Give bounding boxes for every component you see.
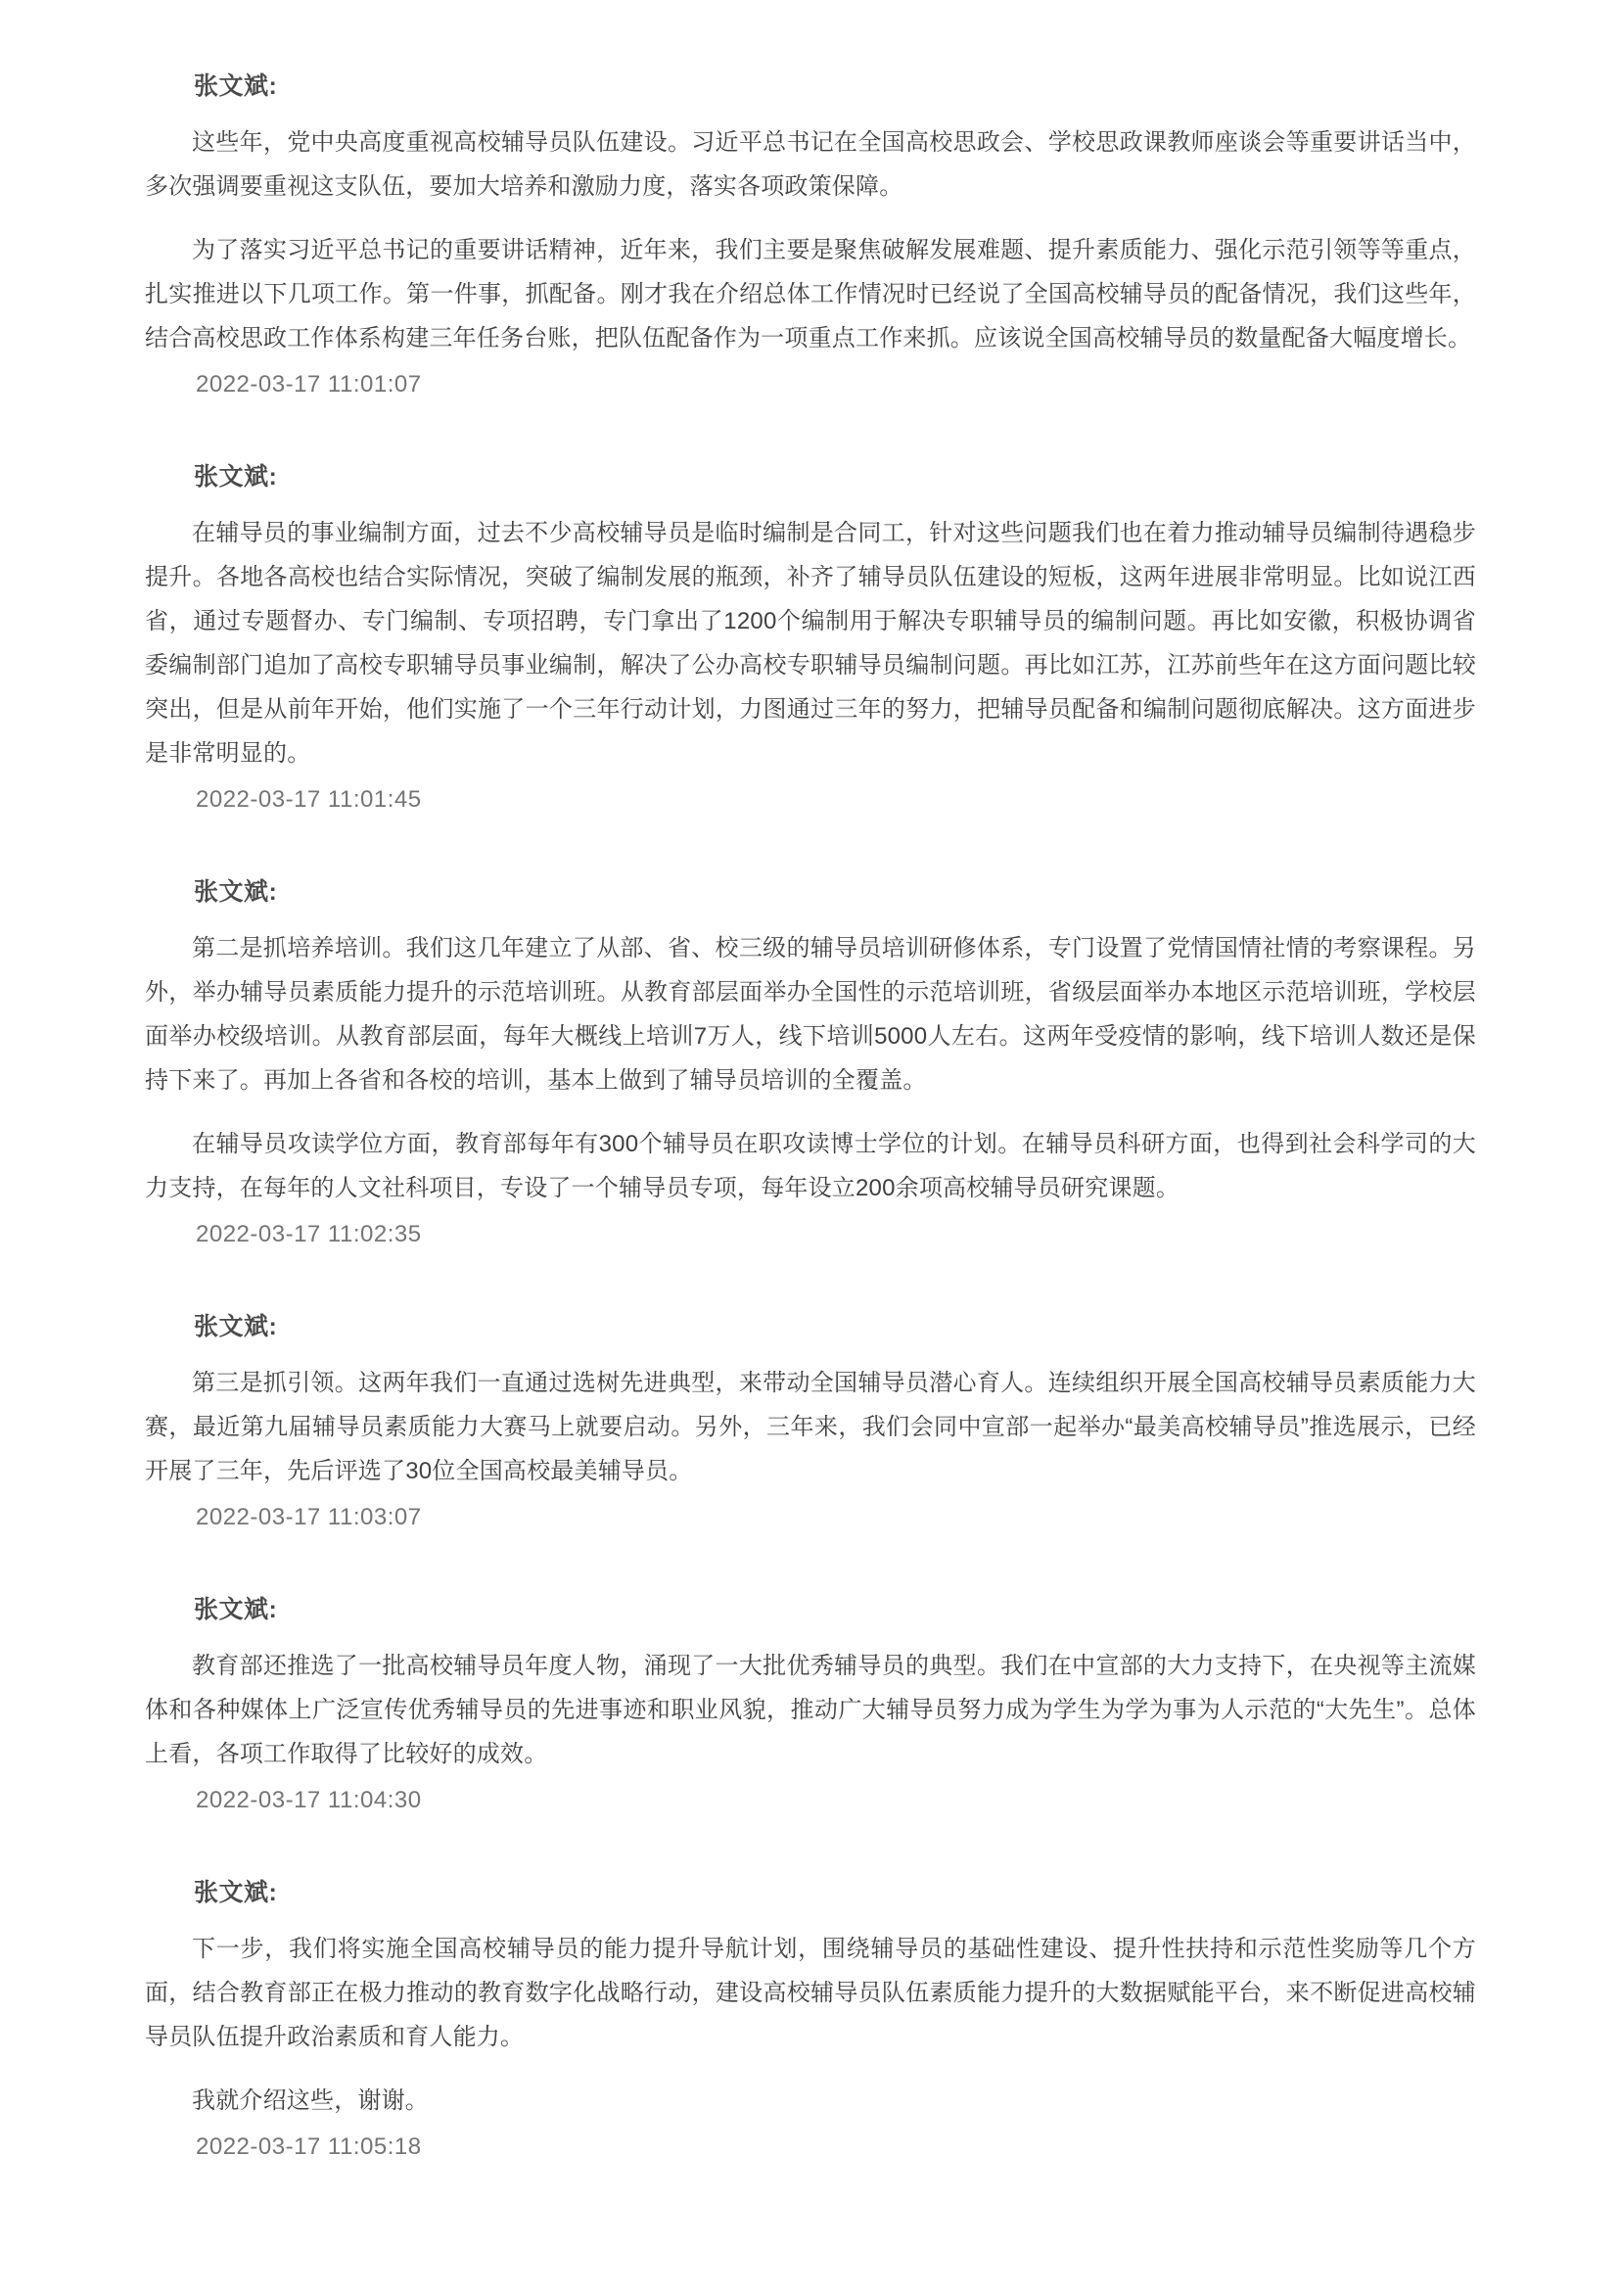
speech-paragraph: 这些年，党中央高度重视高校辅导员队伍建设。习近平总书记在全国高校思政会、学校思政课教师座谈会等重要讲话当中，多次强调要重视这支队伍，要加大培养和激励力度，落实各项政策保障。 xyxy=(145,129,1476,200)
speaker-name: 张文斌: xyxy=(194,1596,278,1623)
transcript-block xyxy=(145,455,1476,821)
timestamp: 2022-03-17 11:01:45 xyxy=(196,786,422,813)
speaker-name: 张文斌: xyxy=(194,72,278,100)
transcript-block xyxy=(145,870,1476,1256)
speech-paragraph: 在辅导员攻读学位方面，教育部每年有300个辅导员在职攻读博士学位的计划。在辅导员科研方面，也得到社会科学司的大力支持，在每年的人文社科项目，专设了一个辅导员专项，每年设立200余项高校辅导员研究课题。 xyxy=(145,1131,1476,1201)
timestamp: 2022-03-17 11:01:07 xyxy=(196,371,422,398)
speaker-name: 张文斌: xyxy=(194,1313,278,1340)
speaker-name: 张文斌: xyxy=(194,878,278,906)
speech-paragraph: 为了落实习近平总书记的重要讲话精神，近年来，我们主要是聚焦破解发展难题、提升素质能力、强化示范引领等等重点，扎实推进以下几项工作。第一件事，抓配备。刚才我在介绍总体工作情况时已经说了全国高校辅导员的配备情况，我们这些年，结合高校思政工作体系构建三年任务台账，把队伍配备作为一项重点工作来抓。应该说全国高校辅导员的数量配备大幅度增长。 xyxy=(145,237,1476,351)
speaker-name: 张文斌: xyxy=(194,463,278,491)
speech-paragraph: 教育部还推选了一批高校辅导员年度人物，涌现了一大批优秀辅导员的典型。我们在中宣部的大力支持下，在央视等主流媒体和各种媒体上广泛宣传优秀辅导员的先进事迹和职业风貌，推动广大辅导员努力成为学生为学为事为人示范的“大先生”。总体上看，各项工作取得了比较好的成效。 xyxy=(145,1653,1476,1767)
speech-paragraph: 在辅导员的事业编制方面，过去不少高校辅导员是临时编制是合同工，针对这些问题我们也在着力推动辅导员编制待遇稳步提升。各地各高校也结合实际情况，突破了编制发展的瓶颈，补齐了辅导员队伍建设的短板，这两年进展非常明显。比如说江西省，通过专题督办、专门编制、专项招聘，专门拿出了1200个编制用于解决专职辅导员的编制问题。再比如安徽，积极协调省委编制部门追加了高校专职辅导员事业编制，解决了公办高校专职辅导员编制问题。再比如江苏，江苏前些年在这方面问题比较突出，但是从前年开始，他们实施了一个三年行动计划，力图通过三年的努力，把辅导员配备和编制问题彻底解决。这方面进步是非常明显的。 xyxy=(145,520,1476,767)
transcript-block xyxy=(145,1588,1476,1822)
timestamp: 2022-03-17 11:04:30 xyxy=(196,1787,422,1813)
timestamp: 2022-03-17 11:05:18 xyxy=(196,2133,422,2160)
transcript-block xyxy=(145,1305,1476,1539)
speech-paragraph: 下一步，我们将实施全国高校辅导员的能力提升导航计划，围绕辅导员的基础性建设、提升性扶持和示范性奖励等几个方面，结合教育部正在极力推动的教育数字化战略行动，建设高校辅导员队伍素质能力提升的大数据赋能平台，来不断促进高校辅导员队伍提升政治素质和育人能力。 xyxy=(145,1936,1476,2050)
speech-paragraph: 我就介绍这些，谢谢。 xyxy=(192,2087,429,2114)
timestamp: 2022-03-17 11:02:35 xyxy=(196,1221,422,1247)
speech-paragraph: 第三是抓引领。这两年我们一直通过选树先进典型，来带动全国辅导员潜心育人。连续组织开展全国高校辅导员素质能力大赛，最近第九届辅导员素质能力大赛马上就要启动。另外，三年来，我们会同中宣部一起举办“最美高校辅导员”推选展示，已经开展了三年，先后评选了30位全国高校最美辅导员。 xyxy=(145,1370,1476,1484)
timestamp: 2022-03-17 11:03:07 xyxy=(196,1504,422,1530)
transcript-block xyxy=(145,1871,1476,2169)
speaker-name: 张文斌: xyxy=(194,1879,278,1906)
transcript-block xyxy=(145,65,1476,406)
speech-paragraph: 第二是抓培养培训。我们这几年建立了从部、省、校三级的辅导员培训研修体系，专门设置了党情国情社情的考察课程。另外，举办辅导员素质能力提升的示范培训班。从教育部层面举办全国性的示范培训班，省级层面举办本地区示范培训班，学校层面举办校级培训。从教育部层面，每年大概线上培训7万人，线下培训5000人左右。这两年受疫情的影响，线下培训人数还是保持下来了。再加上各省和各校的培训，基本上做到了辅导员培训的全覆盖。 xyxy=(145,935,1476,1094)
